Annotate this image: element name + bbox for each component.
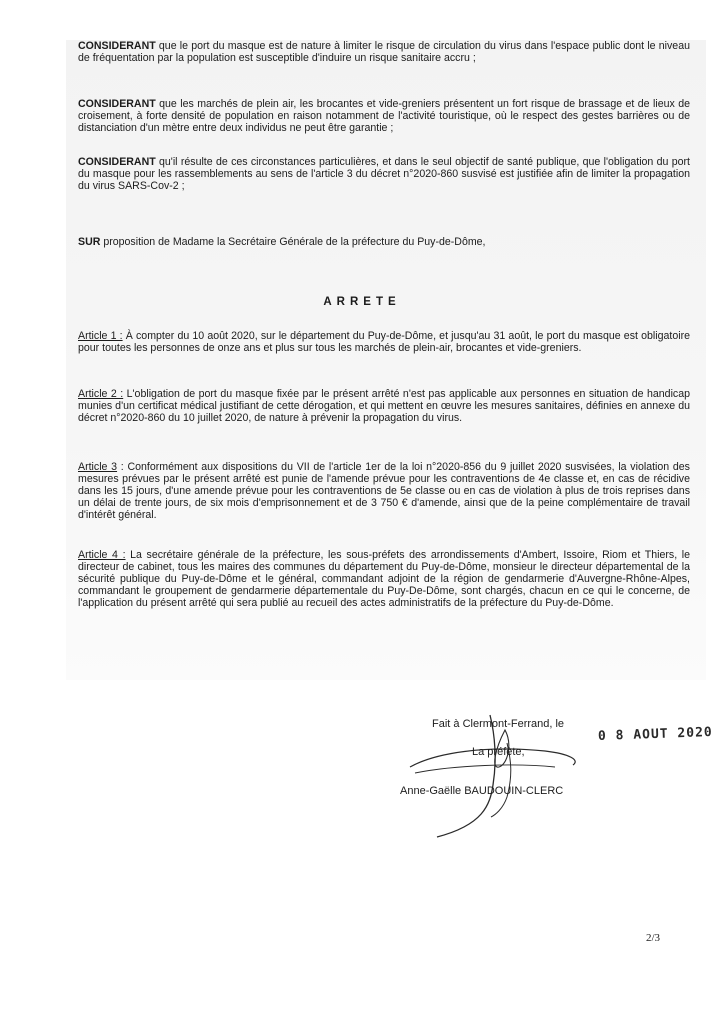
article-label: Article 3 (78, 461, 118, 473)
article-text: La secrétaire générale de la préfecture, les sous-préfets des arrondissements d'Ambert, Issoire, Riom et Thiers, le directeur de cabinet, tous les maires des communes du département du Puy-de-Dôme, monsieur le directeur départemental de la sécurité publique du Puy-de-Dôme et le général, commandant adjoint de la région de gendarmerie d'Auvergne-Rhône-Alpes, commandant le groupement de gendarmerie départementale du Puy-De-Dôme, sont chargés, chacun en ce qui le concerne, de l'application du présent arrêté qui sera publié au recueil des actes administratifs de la préfecture du Puy-de-Dôme. (78, 549, 690, 609)
article-label: Article 1 : (78, 330, 123, 342)
article-1 (78, 330, 690, 354)
decree-heading: ARRETE (323, 296, 401, 308)
article-label: Article 2 : (78, 388, 124, 400)
considerant-text: que le port du masque est de nature à limiter le risque de circulation du virus dans l'espace public dont le niveau de fréquentation par la population est susceptible d'induire un risque sanitaire accru ; (78, 40, 690, 64)
article-text: : Conformément aux dispositions du VII de l'article 1er de la loi n°2020-856 du 9 juillet 2020 susvisées, la violation des mesures prévues par le présent arrêté est punie de l'amende prévue pour les contraventions de 4e classe et, en cas de récidive dans les 15 jours, d'une amende prévue pour les contraventions de 5e classe ou en cas de violation à plus de trois reprises dans un délai de trente jours, de six mois d'emprisonnement et de 3 750 € d'amende, ainsi que de la peine complémentaire de travail d'intérêt général. (78, 461, 690, 521)
proposition-line (78, 236, 690, 248)
proposition-text: proposition de Madame la Secrétaire Générale de la préfecture du Puy-de-Dôme, (100, 236, 486, 248)
considerant-keyword: CONSIDERANT (78, 156, 156, 168)
page-number: 2/3 (646, 932, 661, 944)
considerant-2 (78, 98, 690, 134)
signatory-role: La préfète, (472, 746, 525, 758)
considerant-keyword: CONSIDERANT (78, 98, 156, 110)
proposition-keyword: SUR (78, 236, 101, 248)
considerant-keyword: CONSIDERANT (78, 40, 156, 52)
article-3 (78, 461, 690, 521)
considerant-3 (78, 156, 690, 192)
article-text: À compter du 10 août 2020, sur le département du Puy-de-Dôme, et jusqu'au 31 août, le port du masque est obligatoire pour toutes les personnes de onze ans et plus sur tous les marchés de plein-air, brocantes et vide-greniers. (78, 330, 690, 354)
signature-place: Fait à Clermont-Ferrand, le (432, 718, 565, 730)
considerant-text: que les marchés de plein air, les brocantes et vide-greniers présentent un fort risque de brassage et de lieux de croisement, à forte densité de population en raison notamment de l'activité touristique, où le respect des gestes barrières ou de distanciation d'un mètre entre deux individus ne peut être garantie ; (78, 98, 690, 134)
date-stamp: 0 8 AOUT 2020 (597, 725, 713, 744)
article-text: L'obligation de port du masque fixée par le présent arrêté n'est pas applicable aux personnes en situation de handicap munies d'un certificat médical justifiant de cette dérogation, et qui mettent en œuvre les mesures sanitaires, définies en annexe du décret n°2020-860 du 10 juillet 2020, de nature à prévenir la propagation du virus. (78, 388, 690, 424)
considerant-1 (78, 40, 690, 64)
considerant-text: qu'il résulte de ces circonstances particulières, et dans le seul objectif de santé publique, que l'obligation du port du masque pour les rassemblements au sens de l'article 3 du décret n°2020-860 susvisé est justifiée afin de limiter la propagation du virus SARS-Cov-2 ; (78, 156, 690, 192)
article-label: Article 4 : (78, 549, 126, 561)
article-4 (78, 549, 690, 609)
signatory-name: Anne-Gaëlle BAUDOUIN-CLERC (400, 785, 564, 797)
article-2 (78, 388, 690, 424)
